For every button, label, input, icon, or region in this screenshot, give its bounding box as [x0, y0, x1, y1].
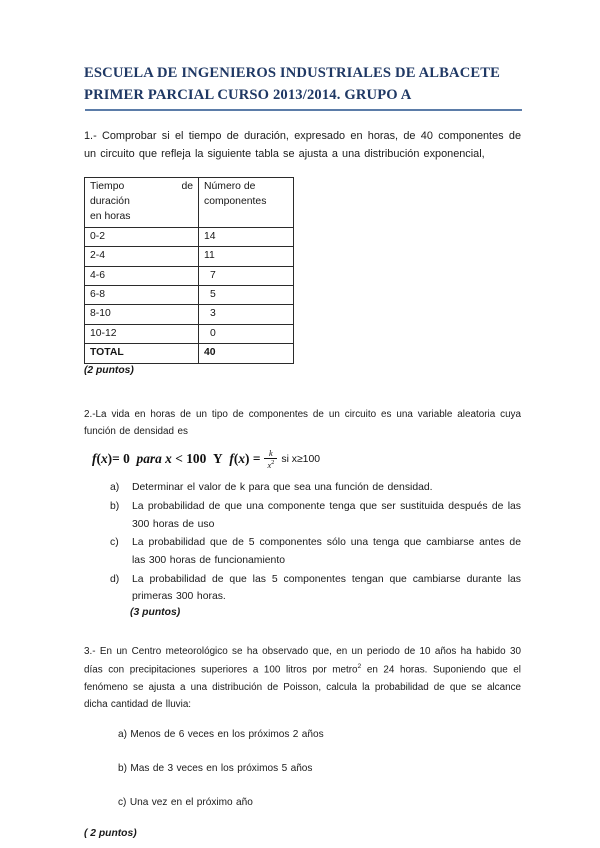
table-header-cell-count: Número de componentes	[199, 177, 294, 227]
table-header-cell-duration	[85, 177, 199, 227]
cell-interval: 0-2	[85, 227, 199, 246]
question-3-text-part2: en 24 horas. Suponiendo que el fenómeno se ajusta a una distribución de Poisson, calcula la probabilidad de que se alcance dicha cantidad de lluvia:	[84, 663, 521, 711]
cell-interval: 2-4	[85, 247, 199, 266]
table-row	[85, 247, 294, 266]
cell-interval: 4-6	[85, 266, 199, 285]
cell-count: 3	[199, 305, 294, 324]
formula-para-word: para	[136, 451, 162, 467]
frequency-table	[84, 177, 294, 364]
formula-conjunction: Y	[213, 451, 223, 467]
table-row	[85, 324, 294, 343]
title-divider	[85, 109, 522, 111]
cell-interval: 6-8	[85, 286, 199, 305]
question-2-text: 2.-La vida en horas de un tipo de componentes de un circuito es una variable aleatoria cuya función de densidad es	[84, 408, 521, 437]
question-2-points: (3 puntos)	[130, 607, 181, 619]
cell-count: 7	[199, 266, 294, 285]
fraction-numerator: k	[269, 448, 273, 458]
list-item: Determinar el valor de k para que sea una función de densidad.	[132, 482, 433, 494]
cell-count: 0	[199, 324, 294, 343]
table-header-row	[85, 177, 294, 227]
density-function-formula: f(x)= 0 para x < 100 Y f(x) = $\frac{k}{x^2}$ si x≥100	[92, 448, 320, 470]
table-total-row	[85, 344, 294, 363]
question-3-text-part1: 3.- En un Centro meteorológico se ha observado que, en un periodo de 10 años ha habido 30 días con precipitaciones superiores a 100 litros por metro	[84, 646, 521, 675]
list-item: La probabilidad de que las 5 componentes tengan que cambiarse durante las primeras 300 horas.	[132, 573, 521, 603]
header-line-duracion: duración	[90, 196, 130, 208]
superscript-squared: 2	[357, 662, 362, 670]
question-1-text: 1.- Comprobar si el tiempo de duración, expresado en horas, de 40 componentes de un circuito que refleja la siguiente tabla se ajusta a una distribución exponencial,	[84, 130, 521, 160]
cell-total-value: 40	[199, 344, 294, 363]
fraction-denominator: $x^2$	[264, 458, 277, 470]
list-item: La probabilidad que de 5 componentes sólo una tenga que cambiarse antes de las 300 horas de funcionamiento	[132, 537, 521, 566]
table-row	[85, 305, 294, 324]
table-row	[85, 227, 294, 246]
formula-condition: si x≥100	[281, 453, 320, 465]
cell-count: 11	[199, 247, 294, 266]
formula-fraction	[264, 449, 277, 471]
page-title: ESCUELA DE INGENIEROS INDUSTRIALES DE ALBACETE PRIMER PARCIAL CURSO 2013/2014. GRUPO A	[84, 65, 501, 104]
cell-total-label: TOTAL	[85, 344, 199, 363]
list-item: a) Menos de 6 veces en los próximos 2 años	[118, 728, 324, 740]
question-3-points: ( 2 puntos)	[84, 828, 137, 840]
question-3-items	[84, 726, 521, 811]
header-line-enhoras: en horas	[90, 211, 131, 223]
cell-interval: 8-10	[85, 305, 199, 324]
list-item: La probabilidad de que una componente tenga que ser sustituida después de las 300 horas de uso	[132, 500, 521, 530]
list-item: c) Una vez en el próximo año	[118, 797, 253, 809]
cell-count: 14	[199, 227, 294, 246]
table-row	[85, 266, 294, 285]
cell-interval: 10-12	[85, 324, 199, 343]
header-word-tiempo: Tiempo	[90, 180, 125, 192]
question-3-text	[84, 643, 521, 714]
header-word-de: de	[181, 180, 193, 192]
cell-count: 5	[199, 286, 294, 305]
table-row	[85, 286, 294, 305]
question-1-points: (2 puntos)	[84, 364, 134, 376]
question-2-items	[84, 479, 521, 606]
list-item: b) Mas de 3 veces en los próximos 5 años	[118, 763, 313, 774]
